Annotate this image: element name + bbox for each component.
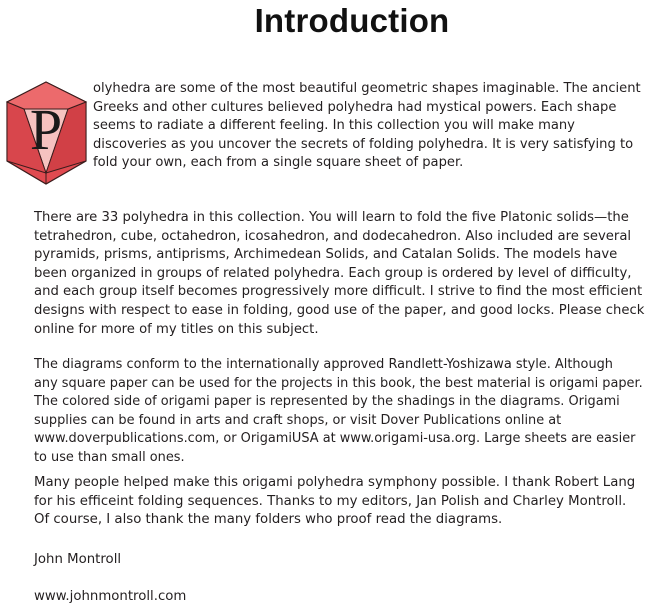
paragraph-line: Greeks and other cultures believed polyhedra had mystical powers. Each shape <box>93 99 617 115</box>
paragraph-line: Many people helped make this origami polyhedra symphony possible. I thank Robert Lang <box>34 475 636 490</box>
drop-cap-polyhedron <box>5 81 88 185</box>
paragraph-line: to use than small ones. <box>34 449 185 465</box>
paragraph-line: for his efficeint folding sequences. Thanks to my editors, Jan Polish and Charley Montroll. <box>34 493 627 509</box>
paragraph-line: designs with respect to ease in folding, good use of the paper, and good locks. Please check <box>34 302 645 318</box>
paragraph-line: pyramids, prisms, antiprisms, Archimedean Solids, and Catalan Solids. The models have <box>34 247 618 263</box>
paragraph-line: olyhedra are some of the most beautiful geometric shapes imaginable. The ancient <box>93 81 641 96</box>
paragraph-line: Of course, I also thank the many folders who proof read the diagrams. <box>34 512 503 528</box>
paragraph-2 <box>34 209 644 339</box>
paragraph-line: and each group itself becomes progressively more difficult. I strive to find the most efficient <box>34 284 643 300</box>
paragraph-line: been organized in groups of related polyhedra. Each group is ordered by level of difficulty, <box>34 265 632 281</box>
paragraph-4 <box>34 474 635 530</box>
paragraph-line: discoveries as you uncover the secrets of folding polyhedra. It is very satisfying to <box>93 136 634 152</box>
polyhedron-drop-cap-graphic <box>5 81 88 185</box>
author-website: www.johnmontroll.com <box>34 589 187 604</box>
page-title: Introduction <box>254 2 450 39</box>
paragraph-line: The colored side of origami paper is represented by the shadings in the diagrams. Origami <box>34 394 620 410</box>
paragraph-line: any square paper can be used for the projects in this book, the best material is origami paper. <box>34 375 643 391</box>
paragraph-line: supplies can be found in arts and craft shops, or visit Dover Publications online at <box>34 412 562 428</box>
paragraph-line: online for more of my titles on this subject. <box>34 321 319 337</box>
paragraph-3 <box>34 356 643 468</box>
paragraph-line: fold your own, each from a single square sheet of paper. <box>93 155 464 171</box>
author-signature: John Montroll <box>34 552 122 567</box>
paragraph-line: www.doverpublications.com, or OrigamiUSA at www.origami-usa.org. Large sheets are easier <box>34 431 636 447</box>
paragraph-line: The diagrams conform to the internationally approved Randlett-Yoshizawa style. Although <box>34 357 613 372</box>
paragraph-line: There are 33 polyhedra in this collection. You will learn to fold the five Platonic solids—the <box>34 210 629 225</box>
drop-cap-letter: P <box>29 97 63 162</box>
paragraph-1 <box>93 80 641 173</box>
paragraph-line: tetrahedron, cube, octahedron, icosahedron, and dodecahedron. Also included are several <box>34 228 632 244</box>
paragraph-line: seems to radiate a different feeling. In this collection you will make many <box>93 118 575 134</box>
